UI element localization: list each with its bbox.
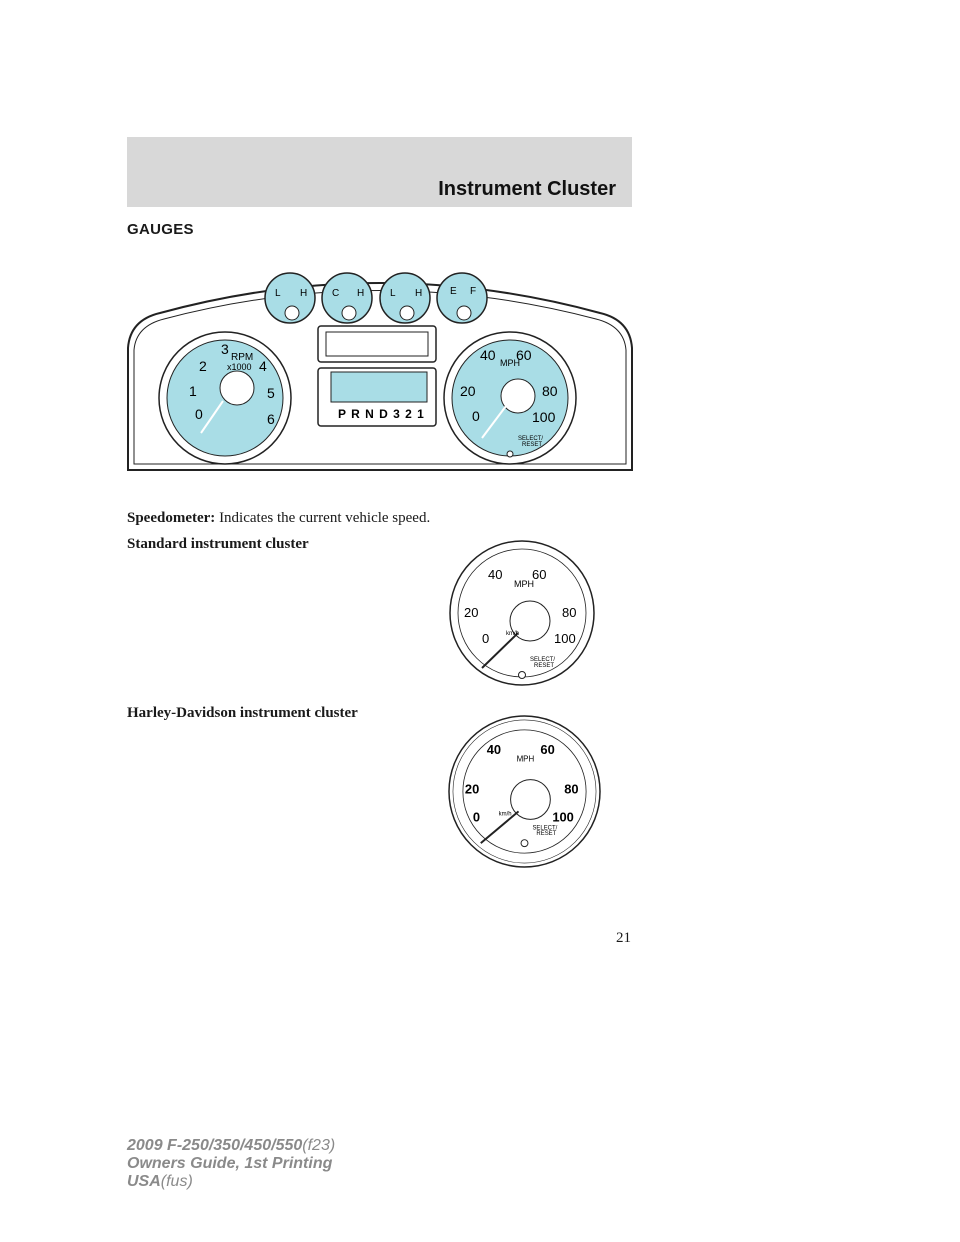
speedometer-definition: Indicates the current vehicle speed. (219, 510, 431, 526)
speedometer-term: Speedometer: (127, 510, 216, 526)
page-number: 21 (616, 930, 631, 946)
rpm-label: RPM (231, 352, 254, 363)
footer-region: USA (127, 1173, 161, 1190)
speedo-unit: MPH (500, 358, 520, 368)
svg-text:SELECT/: SELECT/ (530, 657, 556, 663)
standard-cluster-caption: Standard instrument cluster (127, 536, 309, 552)
svg-text:100: 100 (532, 409, 556, 425)
rpm-tick: 4 (259, 358, 267, 374)
svg-text:SELECT/: SELECT/ (518, 436, 544, 442)
footer-model-code: (f23) (302, 1137, 336, 1154)
svg-text:SELECT/: SELECT/ (532, 825, 558, 832)
gear-selector: P R N D 3 2 1 (338, 407, 425, 421)
rpm-tick: 0 (195, 406, 203, 422)
gauge-label-left: E (450, 286, 457, 297)
svg-text:100: 100 (552, 809, 574, 825)
svg-text:80: 80 (542, 383, 558, 399)
svg-text:100: 100 (554, 631, 576, 646)
svg-text:MPH: MPH (514, 579, 534, 589)
svg-text:0: 0 (472, 809, 481, 825)
svg-text:60: 60 (532, 567, 547, 582)
speedometer-description (127, 510, 430, 527)
standard-speedometer-illustration (447, 538, 597, 688)
gauge-label-right: H (300, 288, 308, 299)
svg-text:20: 20 (464, 781, 480, 797)
gauge-label-left: L (275, 288, 281, 299)
rpm-tick: 6 (267, 411, 275, 427)
document-footer (127, 1137, 335, 1191)
svg-text:60: 60 (540, 741, 555, 757)
footer-region-code: (fus) (160, 1173, 193, 1190)
svg-text:MPH: MPH (516, 754, 535, 764)
gauge-label-left: C (332, 288, 340, 299)
chapter-title: Instrument Cluster (438, 178, 616, 200)
gauge-label-right: H (357, 288, 365, 299)
svg-text:RESET: RESET (522, 442, 543, 448)
svg-text:km/h: km/h (498, 811, 512, 818)
rpm-tick: 1 (189, 383, 197, 399)
harley-speedometer-illustration (447, 714, 602, 869)
rpm-tick: 2 (199, 358, 207, 374)
chapter-header-band (127, 137, 632, 207)
svg-text:RESET: RESET (534, 663, 555, 669)
gauge-label-right: F (470, 286, 477, 297)
svg-text:0: 0 (472, 408, 480, 424)
instrument-cluster-illustration (120, 258, 640, 478)
footer-guide: Owners Guide, 1st Printing (127, 1155, 333, 1172)
rpm-tick: 5 (267, 385, 275, 401)
gauge-label-left: L (390, 288, 396, 299)
svg-text:80: 80 (564, 781, 579, 797)
svg-text:40: 40 (488, 567, 503, 582)
section-heading: GAUGES (127, 221, 194, 238)
gauge-label-right: H (415, 288, 423, 299)
svg-text:80: 80 (562, 605, 577, 620)
cluster-speedometer (444, 332, 576, 464)
harley-cluster-caption: Harley-Davidson instrument cluster (127, 705, 358, 721)
footer-model: 2009 F-250/350/450/550 (127, 1137, 303, 1154)
svg-text:60: 60 (516, 347, 532, 363)
svg-text:20: 20 (464, 605, 479, 620)
svg-text:0: 0 (482, 631, 490, 646)
svg-text:RESET: RESET (536, 831, 557, 838)
tachometer (159, 332, 291, 464)
svg-text:40: 40 (486, 741, 502, 757)
rpm-unit: x1000 (227, 362, 252, 372)
rpm-tick: 3 (221, 341, 229, 357)
svg-text:km/h: km/h (506, 631, 520, 637)
svg-text:40: 40 (480, 347, 496, 363)
svg-text:20: 20 (460, 383, 476, 399)
